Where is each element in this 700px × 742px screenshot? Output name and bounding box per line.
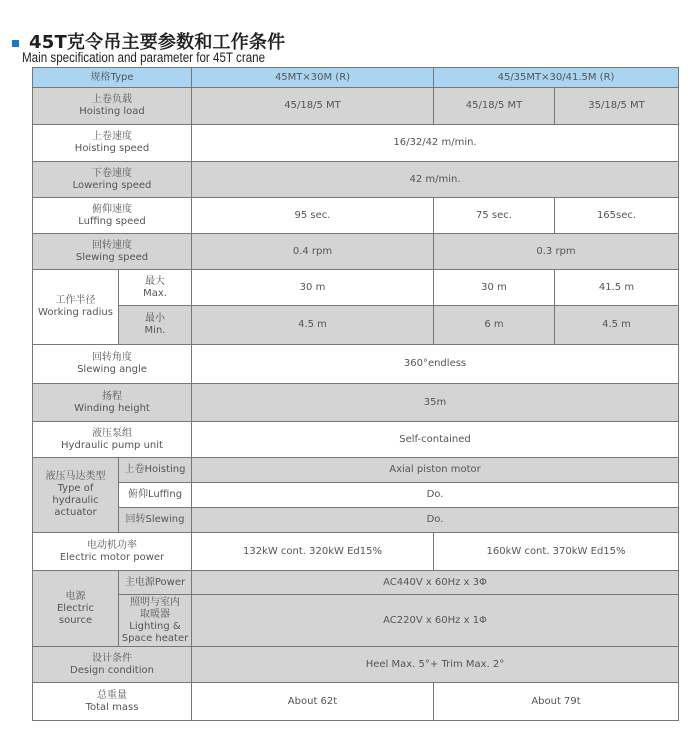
header-type: 规格Type [33,68,192,88]
sub-label [119,306,192,345]
header-model-2: 45/35MT×30/41.5M (R) [434,68,679,88]
label-cn: 下卷速度 [92,167,132,179]
value-cell: 42 m/min. [192,162,679,198]
row-label [33,125,192,162]
value-cell: 4.5 m [555,306,679,345]
value-cell: Heel Max. 5°+ Trim Max. 2° [192,647,679,683]
value-cell: 75 sec. [434,198,555,234]
row-hydraulic-pump [33,422,679,458]
label-en: Hoisting load [79,106,145,117]
value-cell: About 79t [434,683,679,721]
label-cn: 总重量 [97,689,127,701]
value-cell: 35/18/5 MT [555,88,679,125]
header-model-1: 45MT×30M (R) [192,68,434,88]
label-cn: 回转角度 [92,352,132,363]
value-cell: 165sec. [555,198,679,234]
label-cn: 液压马达类型 [45,471,106,482]
row-label [33,571,119,647]
row-actuator-hoisting [33,458,679,483]
label-en: hydraulic [52,495,99,506]
label-en: Hydraulic pump unit [61,439,163,451]
label-cn: 工作半径 [55,295,96,306]
value-cell: 160kW cont. 370kW Ed15% [434,533,679,571]
label-cn: 上卷负载 [92,94,132,105]
value-cell: 4.5 m [192,306,434,345]
value-cell: About 62t [192,683,434,721]
value-cell: Do. [192,483,679,508]
value-cell: 360°endless [192,345,679,384]
row-total-mass [33,683,679,721]
label-cn: 俯仰速度 [92,203,132,215]
row-label [33,162,192,198]
value-cell: 95 sec. [192,198,434,234]
label-en: Working radius [38,307,113,318]
header-row [33,68,679,88]
label-en: Hoisting speed [74,143,150,154]
row-label [33,384,192,422]
row-winding-height [33,384,679,422]
value-cell: 41.5 m [555,270,679,306]
page-title: 45T克令吊主要参数和工作条件 [29,32,286,53]
label-cn: 设计条件 [92,652,132,664]
label-en: Winding height [74,402,150,414]
row-actuator-slewing [33,508,679,533]
row-label [33,533,192,571]
row-label [33,458,119,533]
label-cn: 最小 [145,313,165,324]
sub-label: 主电源Power [119,571,192,595]
label-en: Type of [57,483,94,494]
label-cn: 照明与室内 [130,596,180,608]
label-en: Lighting & [129,620,181,632]
sub-label: 上卷Hoisting [119,458,192,483]
label-cn: 最大 [145,275,165,287]
heading [12,30,285,52]
row-lowering-speed [33,162,679,198]
row-label [33,647,192,683]
sub-label: 俯仰Luffing [119,483,192,508]
sub-label [119,270,192,306]
row-label [33,198,192,234]
value-cell: AC220V x 60Hz x 1Φ [192,595,679,647]
label-en: Lowering speed [72,179,152,191]
label-en: Slewing angle [77,364,147,375]
label-en: Space heater [121,632,189,644]
value-cell: 0.4 rpm [192,234,434,270]
value-cell: 30 m [192,270,434,306]
label-cn: 电源 [65,590,86,602]
label-en: Electric [56,602,95,614]
row-electric-lighting [33,595,679,647]
title-row [12,30,285,52]
label-en: Luffing speed [78,215,146,227]
row-motor-power [33,533,679,571]
label-en: Min. [144,325,166,336]
row-label [33,234,192,270]
label-cn: 取暖器 [140,608,170,620]
value-cell: Do. [192,508,679,533]
value-cell: 35m [192,384,679,422]
value-cell: 132kW cont. 320kW Ed15% [192,533,434,571]
value-cell: 45/18/5 MT [434,88,555,125]
row-working-radius-min [33,306,679,345]
label-cn: 回转速度 [92,239,132,251]
row-label [33,683,192,721]
row-label [33,88,192,125]
row-label [33,422,192,458]
label-cn: 液压泵组 [92,427,132,439]
label-cn: 电动机功率 [87,539,137,551]
label-en: Total mass [85,701,139,713]
row-hoisting-speed [33,125,679,162]
row-actuator-luffing [33,483,679,508]
square-bullet-icon [12,40,19,47]
value-cell: Self-contained [192,422,679,458]
label-en: actuator [54,507,97,518]
label-en: Electric motor power [59,551,165,563]
label-cn: 上卷速度 [92,131,132,142]
value-cell: 6 m [434,306,555,345]
label-en: Design condition [70,664,154,676]
row-design-condition [33,647,679,683]
row-electric-power [33,571,679,595]
row-working-radius-max [33,270,679,306]
label-cn: 扬程 [102,390,122,402]
value-cell: 45/18/5 MT [192,88,434,125]
label-en: Max. [143,287,167,299]
value-cell: AC440V x 60Hz x 3Φ [192,571,679,595]
page-subtitle: Main specification and parameter for 45T crane [22,50,266,65]
value-cell: Axial piston motor [192,458,679,483]
sub-label: 回转Slewing [119,508,192,533]
value-cell: 16/32/42 m/min. [192,125,679,162]
row-slewing-speed [33,234,679,270]
value-cell: 0.3 rpm [434,234,679,270]
spec-table [32,67,679,721]
row-label [33,270,119,345]
label-en: source [58,614,93,626]
row-hoisting-load [33,88,679,125]
row-luffing-speed [33,198,679,234]
label-en: Slewing speed [75,251,149,263]
row-slewing-angle [33,345,679,384]
row-label [33,345,192,384]
sub-label [119,595,192,647]
value-cell: 30 m [434,270,555,306]
